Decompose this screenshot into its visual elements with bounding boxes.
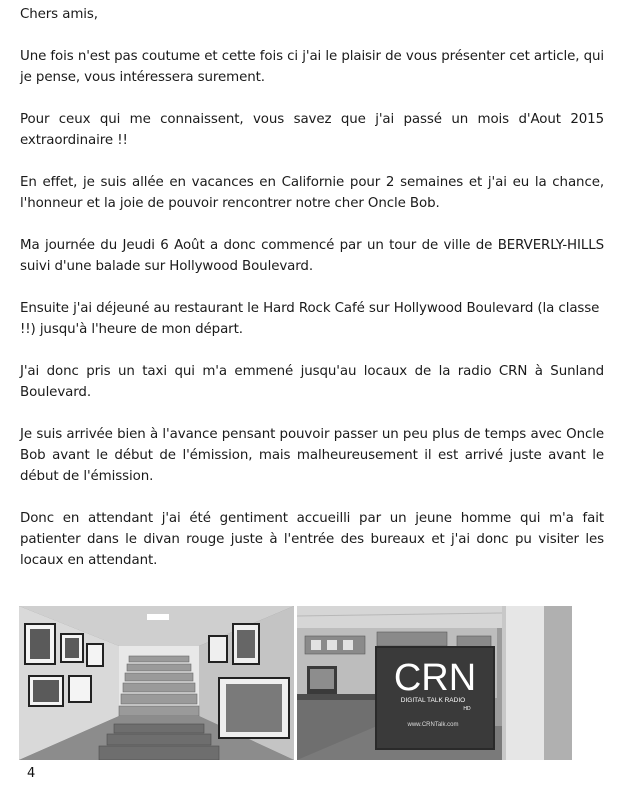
paragraph-7: Je suis arrivée bien à l'avance pensant pouvoir passer un peu plus de temps avec Oncle Bob avant le début de l'émission, mais malheureusement il est arrivé juste avant le début de l'émission. bbox=[20, 427, 604, 484]
greeting: Chers amis, bbox=[20, 7, 98, 22]
letter-body bbox=[20, 4, 604, 592]
paragraph-2: Pour ceux qui me connaissent, vous savez que j'ai passé un mois d'Aout 2015 extraordinaire !! bbox=[20, 112, 604, 148]
paragraph-1: Une fois n'est pas coutume et cette fois ci j'ai le plaisir de vous présenter cet article, qui je pense, vous intéressera surement. bbox=[20, 49, 604, 85]
crn-logo-text: CRN bbox=[393, 657, 477, 699]
paragraph-4: Ma journée du Jeudi 6 Août a donc commencé par un tour de ville de BERVERLY-HILLS suivi d'une balade sur Hollywood Boulevard. bbox=[20, 238, 604, 274]
page-number: 4 bbox=[27, 766, 36, 781]
crn-tagline-text: DIGITAL TALK RADIO bbox=[400, 697, 466, 704]
crn-hd-text: HD bbox=[463, 706, 471, 712]
paragraph-5: Ensuite j'ai déjeuné au restaurant le Hard Rock Café sur Hollywood Boulevard (la classe !!) jusqu'à l'heure de mon départ. bbox=[20, 301, 600, 337]
crn-lobby-photo bbox=[297, 606, 572, 760]
paragraph-3: En effet, je suis allée en vacances en Californie pour 2 semaines et j'ai eu la chance, l'honneur et la joie de pouvoir rencontrer notre cher Oncle Bob. bbox=[20, 175, 604, 211]
paragraph-8: Donc en attendant j'ai été gentiment accueilli par un jeune homme qui m'a fait patienter dans le divan rouge juste à l'entrée des bureaux et j'ai donc pu visiter les locaux en attendant. bbox=[20, 511, 604, 568]
crn-url-text: www.CRNTalk.com bbox=[407, 722, 459, 728]
hallway-photo bbox=[19, 606, 294, 760]
paragraph-6: J'ai donc pris un taxi qui m'a emmené jusqu'au locaux de la radio CRN à Sunland Boulevard. bbox=[20, 364, 604, 400]
